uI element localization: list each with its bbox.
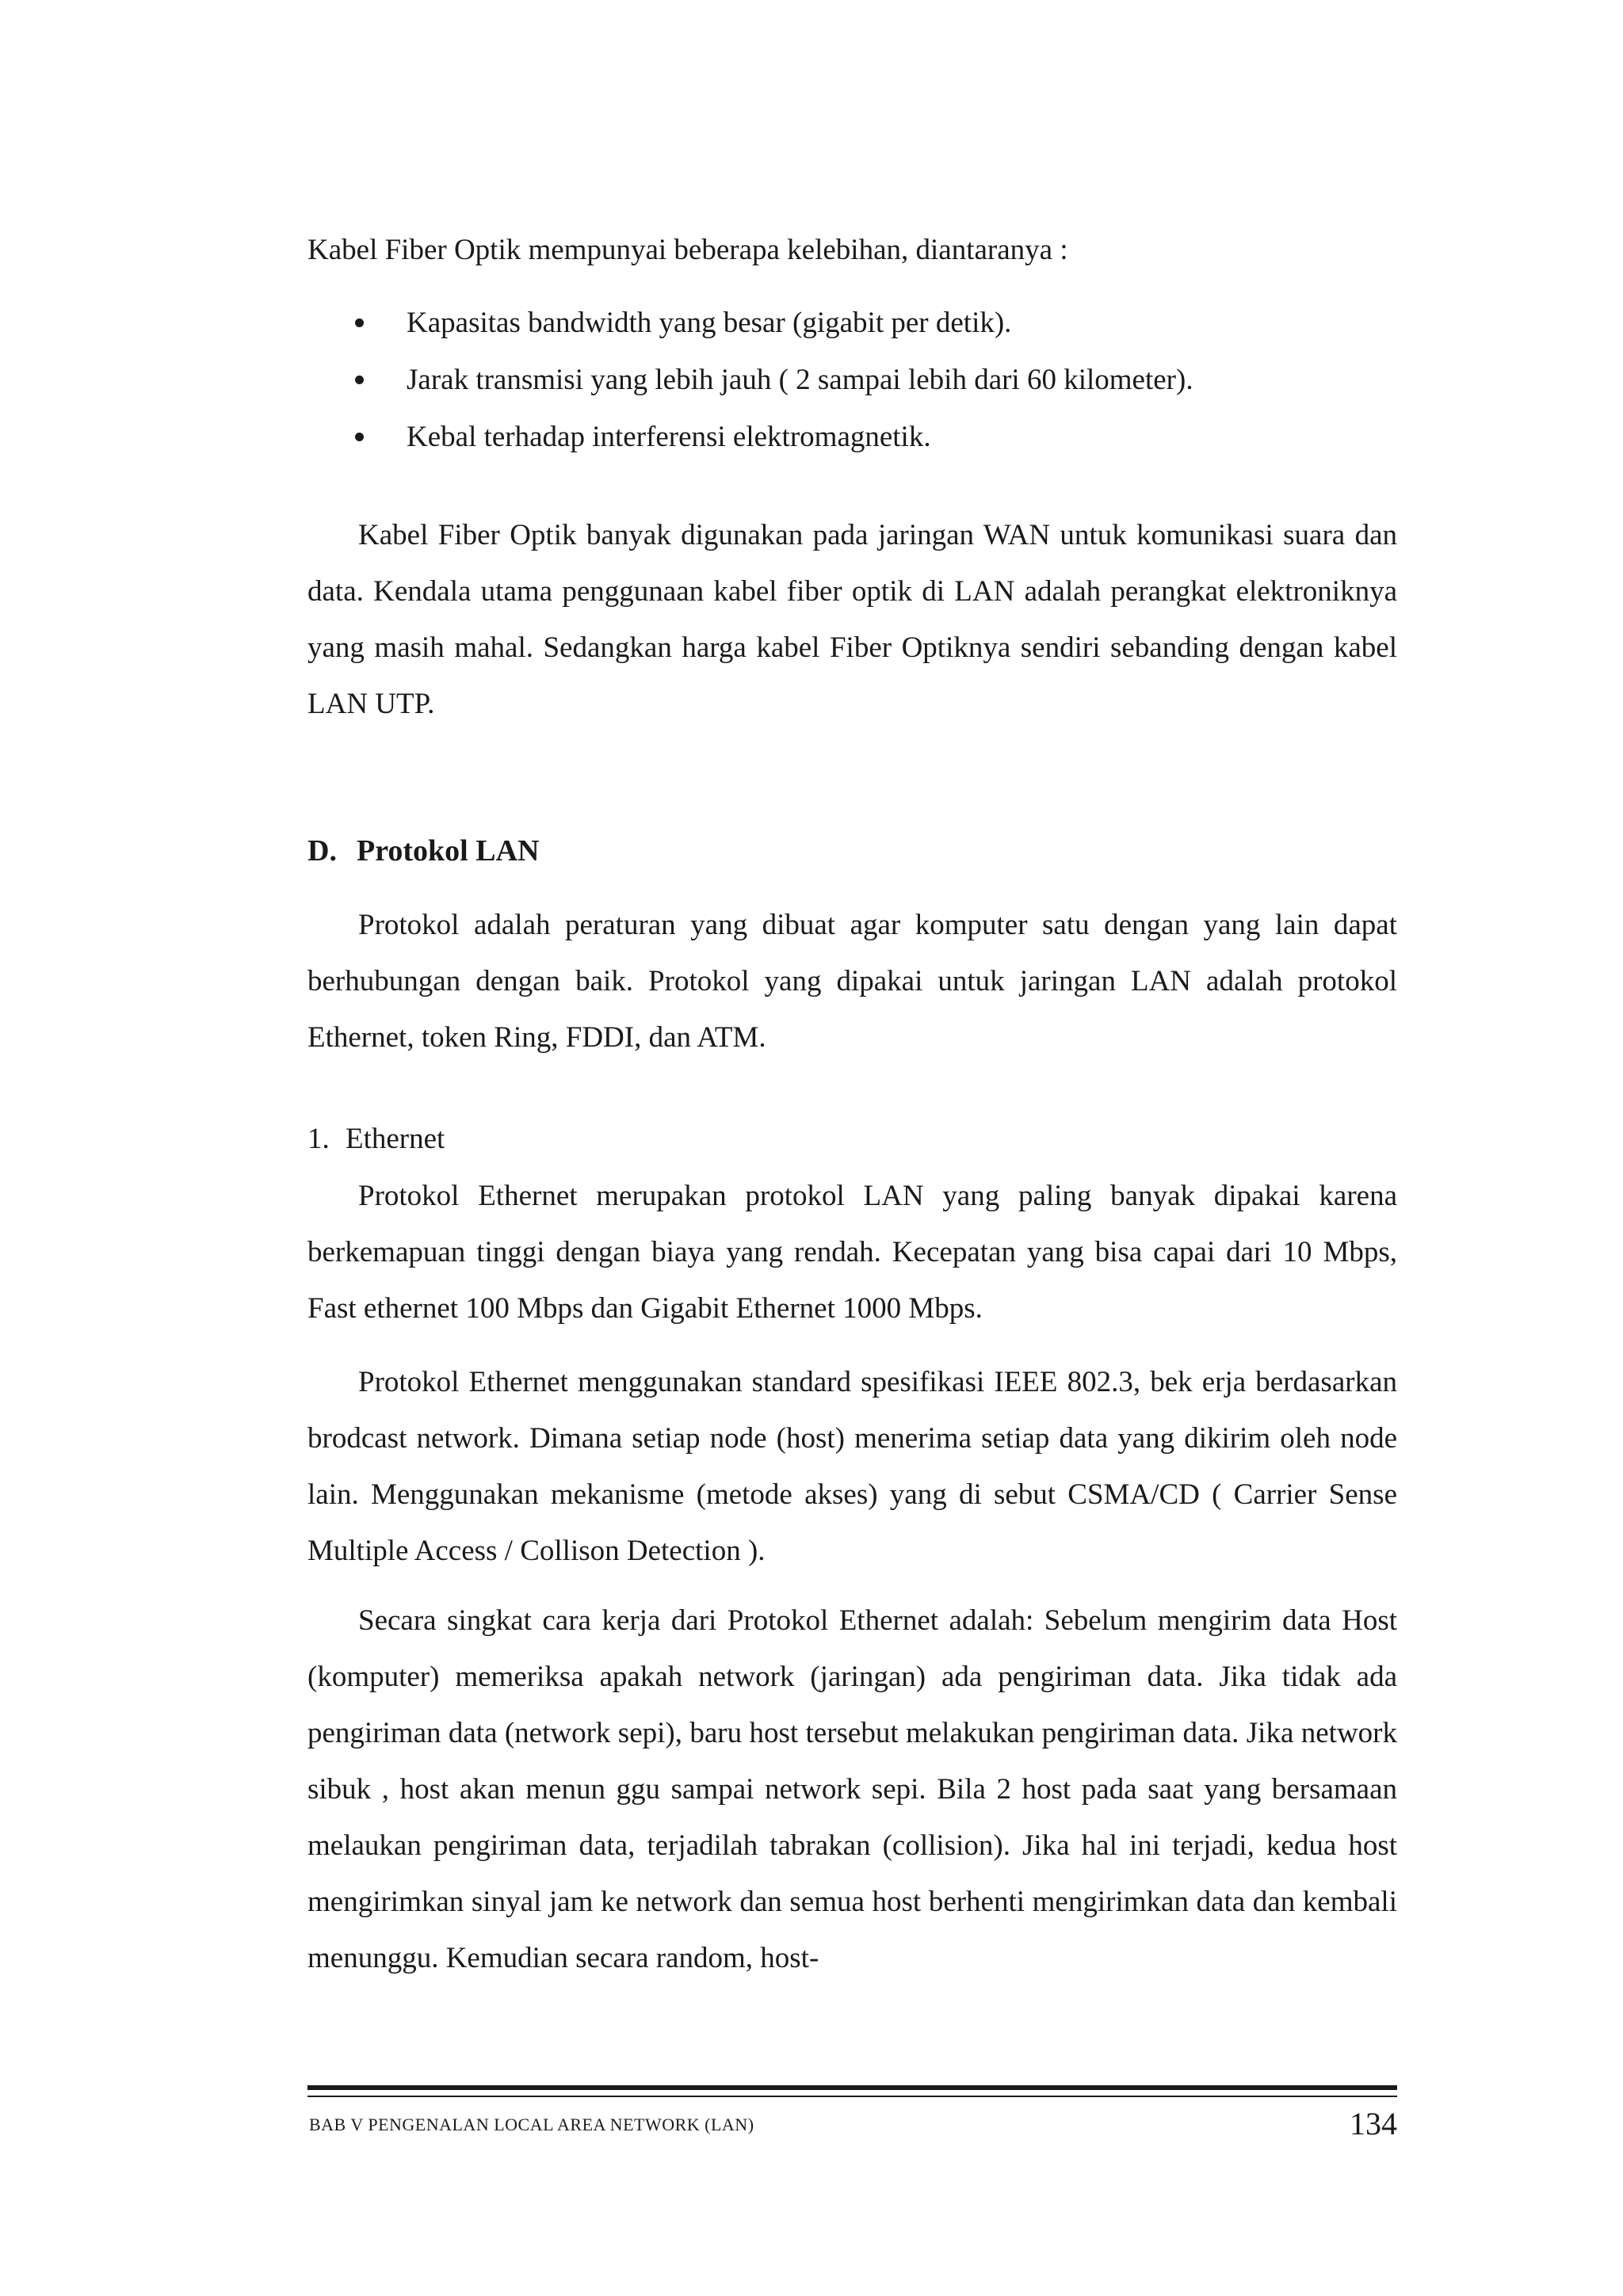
list-item	[307, 358, 1397, 415]
list-item-text: Jarak transmisi yang lebih jauh ( 2 sampai lebih dari 60 kilometer).	[407, 364, 1193, 396]
page-number: 134	[1350, 2106, 1397, 2142]
list-item	[307, 301, 1397, 358]
intro-text: Kabel Fiber Optik mempunyai beberapa kelebihan, diantaranya :	[307, 234, 1068, 266]
subsection-title: Ethernet	[346, 1123, 445, 1155]
ethernet-paragraph-2: Protokol Ethernet menggunakan standard spesifikasi IEEE 802.3, bek erja berdasarkan brodcast network. Dimana setiap node (host) menerima setiap data yang dikirim oleh node lain. Menggunakan mekanisme (metode akses) yang di sebut CSMA/CD ( Carrier Sense Multiple Access / Collison Detection ).	[307, 1366, 1397, 1567]
advantages-list	[307, 301, 1397, 472]
fiber-paragraph: Kabel Fiber Optik banyak digunakan pada jaringan WAN untuk komunikasi suara dan data. Kendala utama penggunaan kabel fiber optik di LAN adalah perangkat elektroniknya yang masih mahal. Sedangkan harga kabel Fiber Optiknya sendiri sebanding dengan kabel LAN UTP.	[307, 519, 1397, 720]
ethernet-paragraph-1: Protokol Ethernet merupakan protokol LAN yang paling banyak dipakai karena berkemapuan tinggi dengan biaya yang rendah. Kecepatan yang bisa capai dari 10 Mbps, Fast ethernet 100 Mbps dan Gigabit Ethernet 1000 Mbps.	[307, 1180, 1397, 1325]
list-item	[307, 415, 1397, 472]
bullet-icon	[355, 318, 364, 327]
section-title: Protokol LAN	[357, 834, 540, 868]
section-paragraph: Protokol adalah peraturan yang dibuat agar komputer satu dengan yang lain dapat berhubungan dengan baik. Protokol yang dipakai untuk jaringan LAN adalah protokol Ethernet, token Ring, FDDI, dan ATM.	[307, 909, 1397, 1054]
section-letter: D.	[307, 834, 337, 868]
list-item-text: Kapasitas bandwidth yang besar (gigabit per detik).	[407, 307, 1012, 339]
subsection-heading	[307, 1117, 445, 1161]
section-heading	[307, 829, 539, 873]
subsection-number: 1.	[307, 1123, 330, 1155]
list-item-text: Kebal terhadap interferensi elektromagnetik.	[407, 421, 931, 453]
footer-rule-thin	[307, 2096, 1397, 2097]
ethernet-paragraph-3: Secara singkat cara kerja dari Protokol Ethernet adalah: Sebelum mengirim data Host (komputer) memeriksa apakah network (jaringan) ada pengiriman data. Jika tidak ada pengiriman data (network sepi), baru host tersebut melakukan pengiriman data. Jika network sibuk , host akan menun ggu sampai network sepi. Bila 2 host pada saat yang bersamaan melaukan pengiriman data, terjadilah tabrakan (collision). Jika hal ini terjadi, kedua host mengirimkan sinyal jam ke network dan semua host berhenti mengirimkan data dan kembali menunggu. Kemudian secara random, host-	[307, 1604, 1397, 1974]
footer-chapter-title: BAB V PENGENALAN LOCAL AREA NETWORK (LAN)	[309, 2115, 754, 2134]
bullet-icon	[355, 433, 364, 441]
footer-rule	[307, 2085, 1397, 2090]
bullet-icon	[355, 376, 364, 384]
